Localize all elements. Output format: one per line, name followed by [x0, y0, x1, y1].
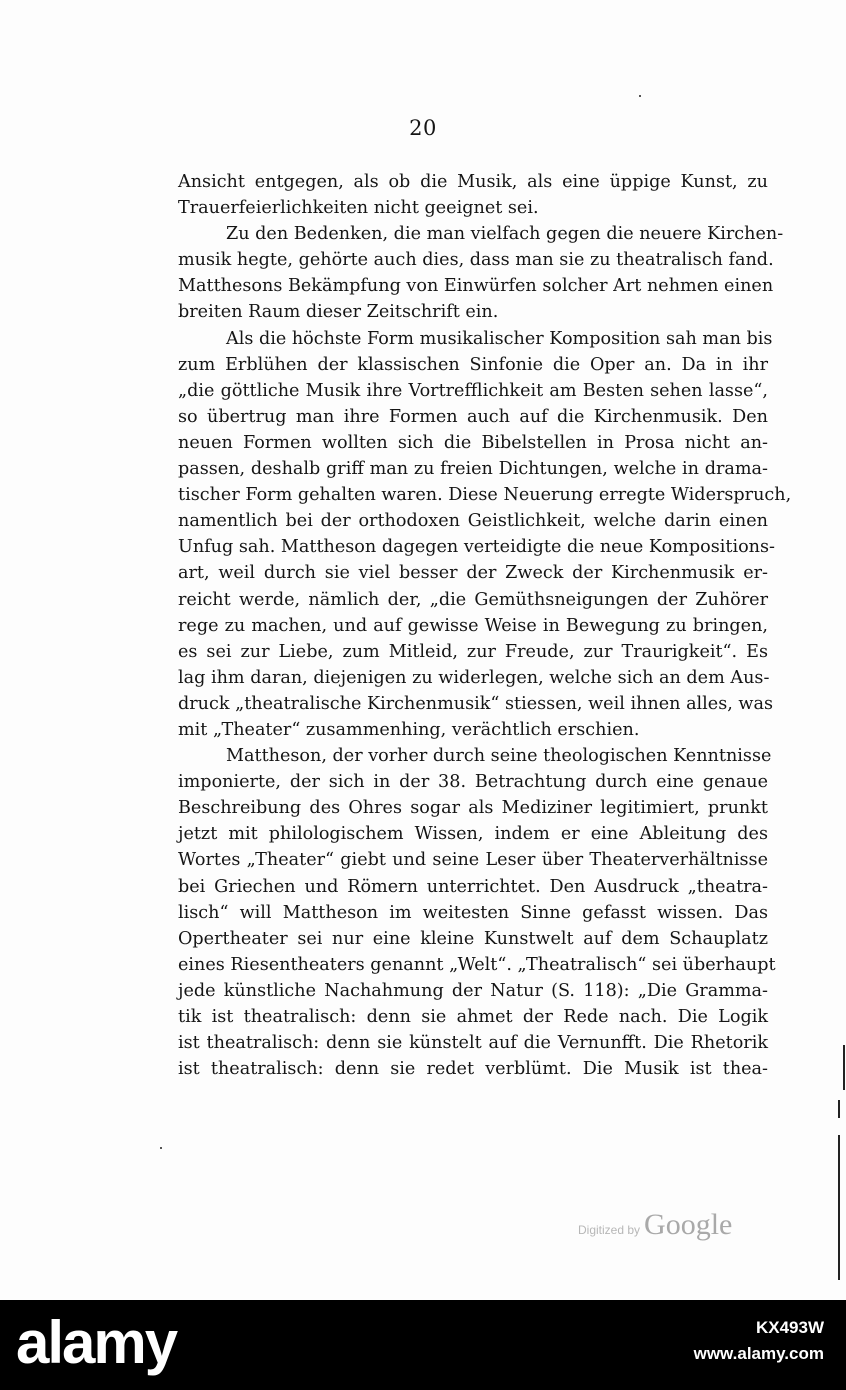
text-line: eines Riesentheaters genannt „Welt“. „Theatralisch“ sei überhaupt	[178, 954, 776, 975]
text-line: Beschreibung des Ohres sogar als Mediziner legitimiert, prunkt	[178, 798, 768, 819]
text-line: Trauerfeierlichkeiten nicht geeignet sei.	[178, 198, 539, 219]
text-line: breiten Raum dieser Zeitschrift ein.	[178, 302, 499, 323]
digitized-prefix: Digitized by	[578, 1223, 641, 1237]
body-text	[178, 169, 792, 1082]
text-line: zum Erblühen der klassischen Sinfonie die Oper an. Da in ihr	[178, 354, 768, 375]
text-line: „die göttliche Musik ihre Vortrefflichkeit am Besten sehen lasse“,	[178, 380, 768, 401]
text-line: so übertrug man ihre Formen auch auf die Kirchenmusik. Den	[178, 406, 768, 427]
text-line: Opertheater sei nur eine kleine Kunstwelt auf dem Schauplatz	[178, 928, 768, 949]
image-id: KX493W	[755, 1318, 824, 1337]
scan-speck	[160, 1147, 162, 1149]
text-line: namentlich bei der orthodoxen Geistlichkeit, welche darin einen	[178, 511, 768, 532]
text-line: es sei zur Liebe, zum Mitleid, zur Freude, zur Traurigkeit“. Es	[178, 641, 768, 662]
text-line: reicht werde, nämlich der, „die Gemüthsneigungen der Zuhörer	[178, 589, 768, 610]
footer-url: www.alamy.com	[693, 1344, 824, 1363]
text-line: musik hegte, gehörte auch dies, dass man sie zu theatralisch fand.	[178, 250, 774, 271]
google-logo: Google	[644, 1208, 733, 1241]
text-line: Wortes „Theater“ giebt und seine Leser über Theaterverhältnisse	[178, 850, 768, 871]
text-line: ist theatralisch: denn sie redet verblümt. Die Musik ist thea-	[178, 1059, 768, 1080]
text-line: Mattheson, der vorher durch seine theologischen Kenntnisse	[226, 746, 772, 767]
text-line: mit „Theater“ zusammenhing, verächtlich erschien.	[178, 719, 640, 740]
text-line: neuen Formen wollten sich die Bibelstellen in Prosa nicht an-	[178, 432, 768, 453]
text-line: druck „theatralische Kirchenmusik“ stiessen, weil ihnen alles, was	[178, 693, 774, 714]
scan-margin-line	[838, 1100, 840, 1118]
text-line: lisch“ will Mattheson im weitesten Sinne gefasst wissen. Das	[178, 902, 768, 923]
text-line: Zu den Bedenken, die man vielfach gegen die neuere Kirchen-	[226, 224, 784, 245]
text-line: ist theatralisch: denn sie künstelt auf die Vernunfft. Die Rhetorik	[178, 1033, 768, 1054]
text-line: Unfug sah. Mattheson dagegen verteidigte die neue Kompositions-	[178, 537, 775, 558]
text-line: Ansicht entgegen, als ob die Musik, als eine üppige Kunst, zu	[178, 172, 768, 192]
text-line: jetzt mit philologischem Wissen, indem er eine Ableitung des	[178, 824, 768, 845]
scan-margin-line	[838, 1135, 840, 1280]
text-line: passen, deshalb griff man zu freien Dichtungen, welche in drama-	[178, 459, 768, 480]
text-line: tischer Form gehalten waren. Diese Neuerung erregte Widerspruch,	[178, 485, 792, 506]
scan-margin-line	[843, 1045, 845, 1090]
text-line: rege zu machen, und auf gewisse Weise in Bewegung zu bringen,	[178, 615, 768, 636]
text-line: bei Griechen und Römern unterrichtet. Den Ausdruck „theatra-	[178, 876, 768, 897]
scan-speck	[639, 95, 641, 97]
page-number: 20	[409, 116, 437, 140]
text-line: jede künstliche Nachahmung der Natur (S. 118): „Die Gramma-	[178, 980, 768, 1001]
alamy-logo: alamy	[16, 1309, 177, 1376]
text-line: Matthesons Bekämpfung von Einwürfen solcher Art nehmen einen	[178, 276, 774, 297]
text-line: art, weil durch sie viel besser der Zweck der Kirchenmusik er-	[178, 563, 768, 584]
digitized-by-google-watermark	[578, 1208, 732, 1242]
text-line: Als die höchste Form musikalischer Komposition sah man bis	[226, 328, 773, 349]
text-line: tik ist theatralisch: denn sie ahmet der Rede nach. Die Logik	[178, 1007, 768, 1027]
text-line: imponierte, der sich in der 38. Betrachtung durch eine genaue	[178, 772, 768, 793]
text-line: lag ihm daran, diejenigen zu widerlegen, welche sich an dem Aus-	[178, 667, 770, 688]
